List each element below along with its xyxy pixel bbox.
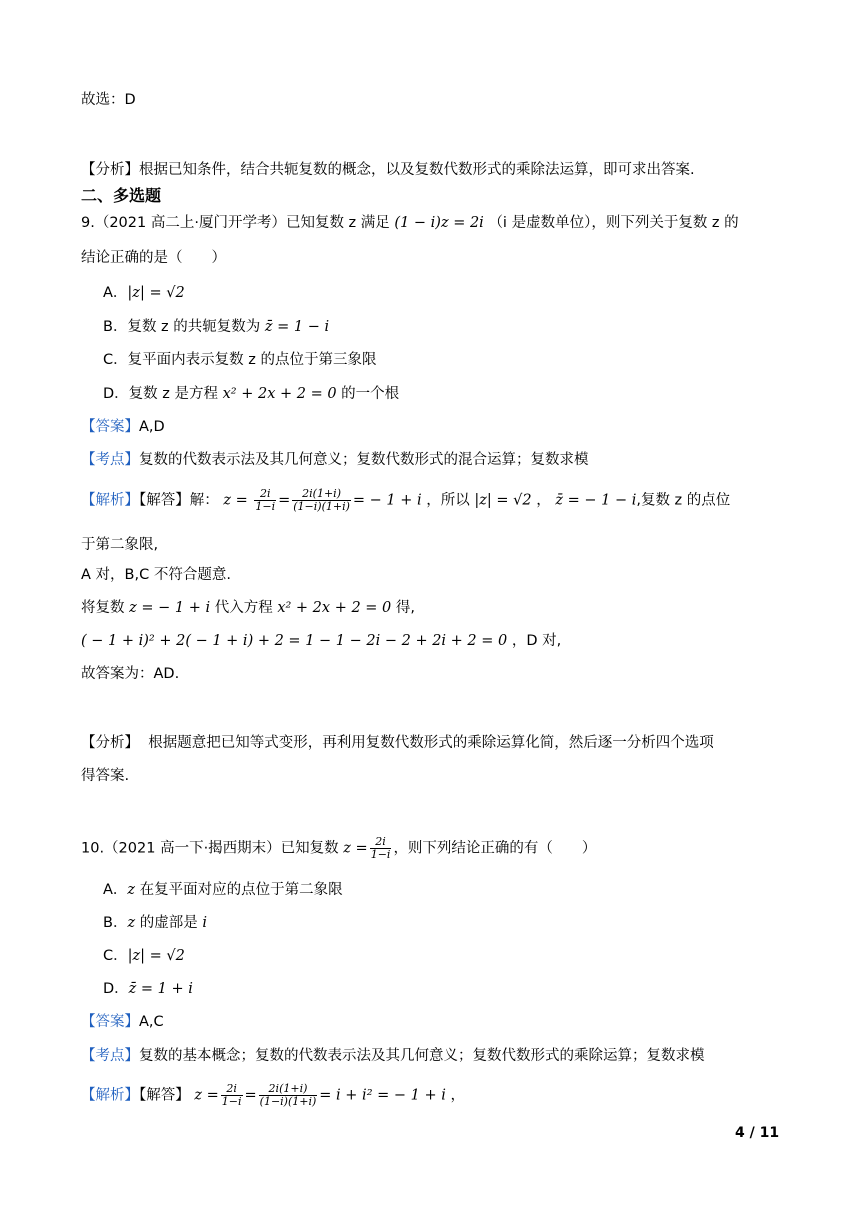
- q9-sol-line3: A 对，B,C 不符合题意.: [81, 567, 231, 583]
- q9-sol-line4: 将复数 z = − 1 + i 代入方程 x² + 2x + 2 = 0 得,: [81, 600, 415, 616]
- fraction: $\frac{2i}{1-i}$: [370, 835, 391, 861]
- q10-answer: 【答案】A,C: [81, 1014, 164, 1030]
- q9-sol-line5: ( − 1 + i)² + 2( − 1 + i) + 2 = 1 − 1 − 2i − 2 + 2i + 2 = 0 ，D 对,: [81, 633, 562, 649]
- q9-solution: 【解析】【解答】解： z = $\frac{2i}{1-i}$ = $\frac{2i(1+i)}{(1-i)(1+i)}$ = − 1 + i ，所以 |z| = √2 ， z̄ = − 1 − i,复数 z 的点位: [81, 487, 731, 513]
- q9-knowledge: 【考点】复数的代数表示法及其几何意义；复数代数形式的混合运算；复数求模: [81, 452, 589, 468]
- q9-option-b: B．复数 z 的共轭复数为 z̄ = 1 − i: [103, 319, 330, 335]
- q10-option-d: D．z̄ = 1 + i: [103, 981, 193, 997]
- fraction: $\frac{2i}{1-i}$: [255, 487, 276, 513]
- q9-analysis: 【分析】 根据题意把已知等式变形，再利用复数代数形式的乘除运算化简，然后逐一分析四个选项: [81, 735, 714, 751]
- page-number: 4 / 11: [735, 1125, 780, 1141]
- q9-answer: 【答案】A,D: [81, 419, 165, 435]
- q9-analysis-line2: 得答案.: [81, 768, 130, 784]
- q10-option-c: C．|z| = √2: [103, 948, 185, 964]
- q10-option-a: A．z 在复平面对应的点位于第二象限: [103, 882, 343, 898]
- prev-analysis: 【分析】根据已知条件，结合共轭复数的概念，以及复数代数形式的乘除法运算，即可求出答案.: [81, 162, 695, 178]
- q9-sol-line6: 故答案为：AD.: [81, 666, 180, 682]
- q9-sol-line2: 于第二象限,: [81, 537, 159, 553]
- q10-solution: 【解析】【解答】 z = $\frac{2i}{1-i}$ = $\frac{2i(1+i)}{(1-i)(1+i)}$ = i + i² = − 1 + i ，: [81, 1082, 465, 1108]
- q9-stem-line2: 结论正确的是（ ）: [81, 250, 226, 266]
- q10-option-b: B．z 的虚部是 i: [103, 915, 207, 931]
- q10-stem: 10.（2021 高一下·揭西期末）已知复数 z = $\frac{2i}{1-i}$ ，则下列结论正确的有（ ）: [81, 835, 597, 861]
- section-heading: 二、多选题: [81, 186, 162, 205]
- q10-knowledge: 【考点】复数的基本概念；复数的代数表示法及其几何意义；复数代数形式的乘除运算；复数求模: [81, 1048, 705, 1064]
- q9-stem: 9.（2021 高二上·厦门开学考）已知复数 z 满足 (1 − i)z = 2i （i 是虚数单位），则下列关于复数 z 的: [81, 215, 739, 231]
- q9-option-d: D．复数 z 是方程 x² + 2x + 2 = 0 的一个根: [103, 386, 400, 402]
- prev-choice: 故选：D: [81, 92, 136, 108]
- q9-option-a: A．|z| = √2: [103, 285, 185, 301]
- fraction: $\frac{2i}{1-i}$: [221, 1082, 242, 1108]
- q9-option-c: C．复平面内表示复数 z 的点位于第三象限: [103, 352, 377, 368]
- fraction: $\frac{2i(1+i)}{(1-i)(1+i)}$: [293, 487, 350, 513]
- fraction: $\frac{2i(1+i)}{(1-i)(1+i)}$: [259, 1082, 317, 1108]
